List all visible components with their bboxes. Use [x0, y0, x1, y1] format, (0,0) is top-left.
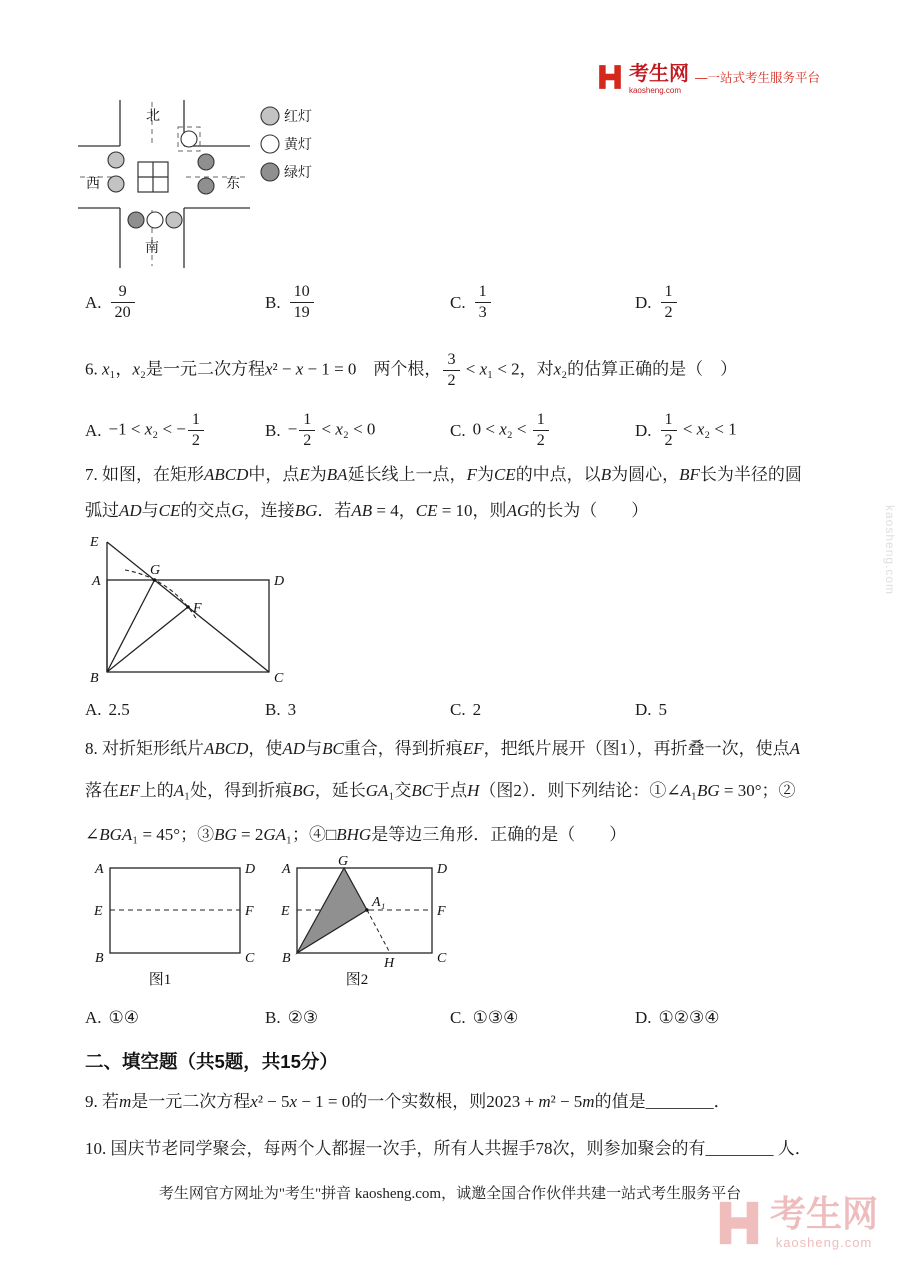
label-G: G [338, 856, 349, 869]
option-value: − $\frac{1}{2}$ < x₂ < 0 [287, 411, 376, 450]
q7-stem-line-2: 弧过AD与CE的交点G，连接BG．若AB = 4，CE = 10，则AG的长为（ ） [85, 501, 649, 520]
label-E: E [281, 904, 290, 919]
light-north [181, 131, 197, 147]
q7-option-d [635, 700, 775, 720]
light-west-2 [108, 176, 124, 192]
option-value: $\frac{1}{3}$ [473, 284, 493, 321]
road-outline [78, 100, 250, 268]
option-label: B. [265, 700, 281, 719]
fig1-point-labels [93, 862, 255, 966]
label-F: F [437, 904, 446, 919]
label-D: D [274, 574, 285, 589]
legend-yellow-light-swatch [261, 135, 279, 153]
option-value: $\frac{1}{2}$ < x₂ < 1 [659, 412, 737, 449]
direction-east-label: 东 [226, 177, 240, 192]
lane-dash-lines [80, 102, 248, 266]
q7-geometry-figure [80, 530, 380, 695]
q8-options-row [85, 1008, 825, 1028]
option-value: ①③④ [472, 1008, 519, 1027]
option-label: C. [450, 292, 466, 312]
q8-stem-line-2: 落在EF上的A₁处，得到折痕BG，延长GA₁交BC于点H（图2）．则下列结论：①∠A₁BG = 30°；② [85, 781, 796, 800]
fig2-caption: 图2 [345, 972, 369, 988]
bottom-watermark [716, 1193, 878, 1250]
brand-tagline: —一站式考生服务平台 [694, 71, 820, 85]
section-2-title: 二、填空题（共5题，共15分） [85, 1051, 338, 1072]
side-watermark: kaosheng.com [883, 505, 897, 596]
q5-option-d [635, 284, 775, 321]
label-A: A [95, 862, 104, 877]
light-east-1 [198, 154, 214, 170]
label-B: B [95, 951, 104, 966]
option-value: 3 [287, 700, 297, 719]
q6-option-d [635, 412, 775, 449]
option-label: D. [635, 420, 652, 440]
label-G: G [150, 563, 161, 578]
label-A: A [92, 574, 101, 589]
label-H: H [384, 956, 395, 971]
point-F [186, 605, 190, 609]
q8-option-b [265, 1008, 450, 1028]
brand-h-icon [597, 64, 623, 90]
option-label: A. [85, 420, 102, 440]
brand-logo [597, 64, 820, 95]
watermark-text-block [769, 1193, 878, 1250]
q8-figure-2 [272, 856, 472, 991]
option-value: $\frac{1}{2}$ [659, 284, 679, 321]
option-label: B. [265, 292, 281, 312]
brand-domain: kaosheng.com [628, 86, 682, 95]
q6-options-row [85, 412, 825, 449]
watermark-h-icon [716, 1197, 762, 1249]
footer-note: 考生网官方网址为"考生"拼音 kaosheng.com，诚邀全国合作伙伴共建一站式考生服务平台 [158, 1186, 742, 1202]
light-south-2 [147, 212, 163, 228]
option-value: $\frac{10}{19}$ [288, 284, 316, 321]
q5-option-a [85, 284, 265, 321]
q5-options-row [85, 284, 825, 321]
q7-option-c [450, 700, 635, 720]
label-B: B [90, 671, 99, 686]
q8-stem-line-3: ∠BGA₁ = 45°；③BG = 2GA₁；④□BHG是等边三角形．正确的是（ ） [85, 825, 627, 844]
q7-stem-line-1: 7. 如图，在矩形ABCD中，点E为BA延长线上一点，F为CE的中点，以B为圆心，BF长为半径的圆 [85, 465, 802, 484]
light-east-2 [198, 178, 214, 194]
fig2-dashed-A1H [367, 910, 390, 953]
label-A1: A₁ [372, 895, 386, 910]
q6-stem: 6. x₁，x₂是一元二次方程x² − x − 1 = 0 两个根， $\frac{3}{2}$ < x₁ < 2，对x₂的估算正确的是（ ） [85, 351, 738, 390]
option-value: ①②③④ [658, 1008, 720, 1027]
label-F: F [193, 601, 202, 616]
option-value: 5 [658, 700, 668, 719]
option-label: D. [635, 1008, 652, 1027]
q8-option-a [85, 1008, 265, 1028]
legend-red-light-swatch [261, 107, 279, 125]
direction-north-label: 北 [146, 109, 160, 124]
option-value: ②③ [287, 1008, 319, 1027]
option-label: C. [450, 1008, 466, 1027]
watermark-name: 考生网 [769, 1193, 878, 1234]
label-C: C [274, 671, 284, 686]
direction-west-label: 西 [86, 177, 100, 192]
light-south-3 [166, 212, 182, 228]
q10-stem: 10. 国庆节老同学聚会，每两个人都握一次手，所有人共握手78次，则参加聚会的有________ 人． [85, 1139, 812, 1158]
q8-option-d [635, 1008, 775, 1028]
q8-stem-line-1: 8. 对折矩形纸片ABCD，使AD与BC重合，得到折痕EF，把纸片展开（图1），再折叠一次，使点A [85, 739, 800, 758]
label-D: D [245, 862, 256, 877]
q6-option-b [265, 412, 450, 449]
center-block [138, 162, 168, 192]
option-label: A. [85, 700, 102, 719]
label-B: B [282, 951, 291, 966]
option-label: B. [265, 420, 281, 440]
q9-stem: 9. 若m是一元二次方程x² − 5x − 1 = 0的一个实数根，则2023 + m² − 5m的值是________． [85, 1092, 731, 1111]
q7-option-b [265, 700, 450, 720]
q5-option-c [450, 284, 635, 321]
option-value: 0 < x₂ < $\frac{1}{2}$ [473, 412, 551, 449]
traffic-intersection-figure [78, 100, 338, 272]
q8-figure-1 [85, 856, 270, 991]
legend-green-light-label: 绿灯 [284, 166, 312, 181]
option-label: C. [450, 700, 466, 719]
q7-option-a [85, 700, 265, 720]
label-C: C [245, 951, 255, 966]
fig1-caption: 图1 [148, 972, 172, 988]
label-E: E [94, 904, 103, 919]
q8-option-c [450, 1008, 635, 1028]
light-south-1 [128, 212, 144, 228]
legend-green-light-swatch [261, 163, 279, 181]
option-label: B. [265, 1008, 281, 1027]
legend-yellow-light-label: 黄灯 [284, 138, 312, 153]
option-label: D. [635, 700, 652, 719]
q7-options-row [85, 700, 825, 720]
q6-option-c [450, 412, 635, 449]
label-D: D [437, 862, 448, 877]
label-F: F [245, 904, 254, 919]
light-west-1 [108, 152, 124, 168]
label-A: A [282, 862, 291, 877]
option-value: $\frac{9}{20}$ [109, 284, 137, 321]
option-value: 2 [472, 700, 482, 719]
option-label: D. [635, 292, 652, 312]
option-label: A. [85, 1008, 102, 1027]
direction-south-label: 南 [145, 241, 159, 256]
watermark-domain: kaosheng.com [775, 1235, 873, 1250]
q6-option-a [85, 412, 265, 449]
label-C: C [437, 951, 447, 966]
brand-name: 考生网 [628, 63, 689, 85]
option-value: −1 < x₂ < − $\frac{1}{2}$ [109, 412, 206, 449]
option-label: A. [85, 292, 102, 312]
brand-text-block [629, 64, 689, 95]
option-value: ①④ [108, 1008, 140, 1027]
legend-red-light-label: 红灯 [284, 110, 312, 125]
option-label: C. [450, 420, 466, 440]
point-A1 [365, 908, 369, 912]
legend-swatches [261, 107, 279, 181]
q7-arc-BF [125, 570, 197, 620]
label-E: E [90, 535, 99, 550]
q5-option-b [265, 284, 450, 321]
point-G [153, 578, 157, 582]
option-value: 2.5 [108, 700, 130, 719]
fig2-point-labels [280, 856, 447, 971]
